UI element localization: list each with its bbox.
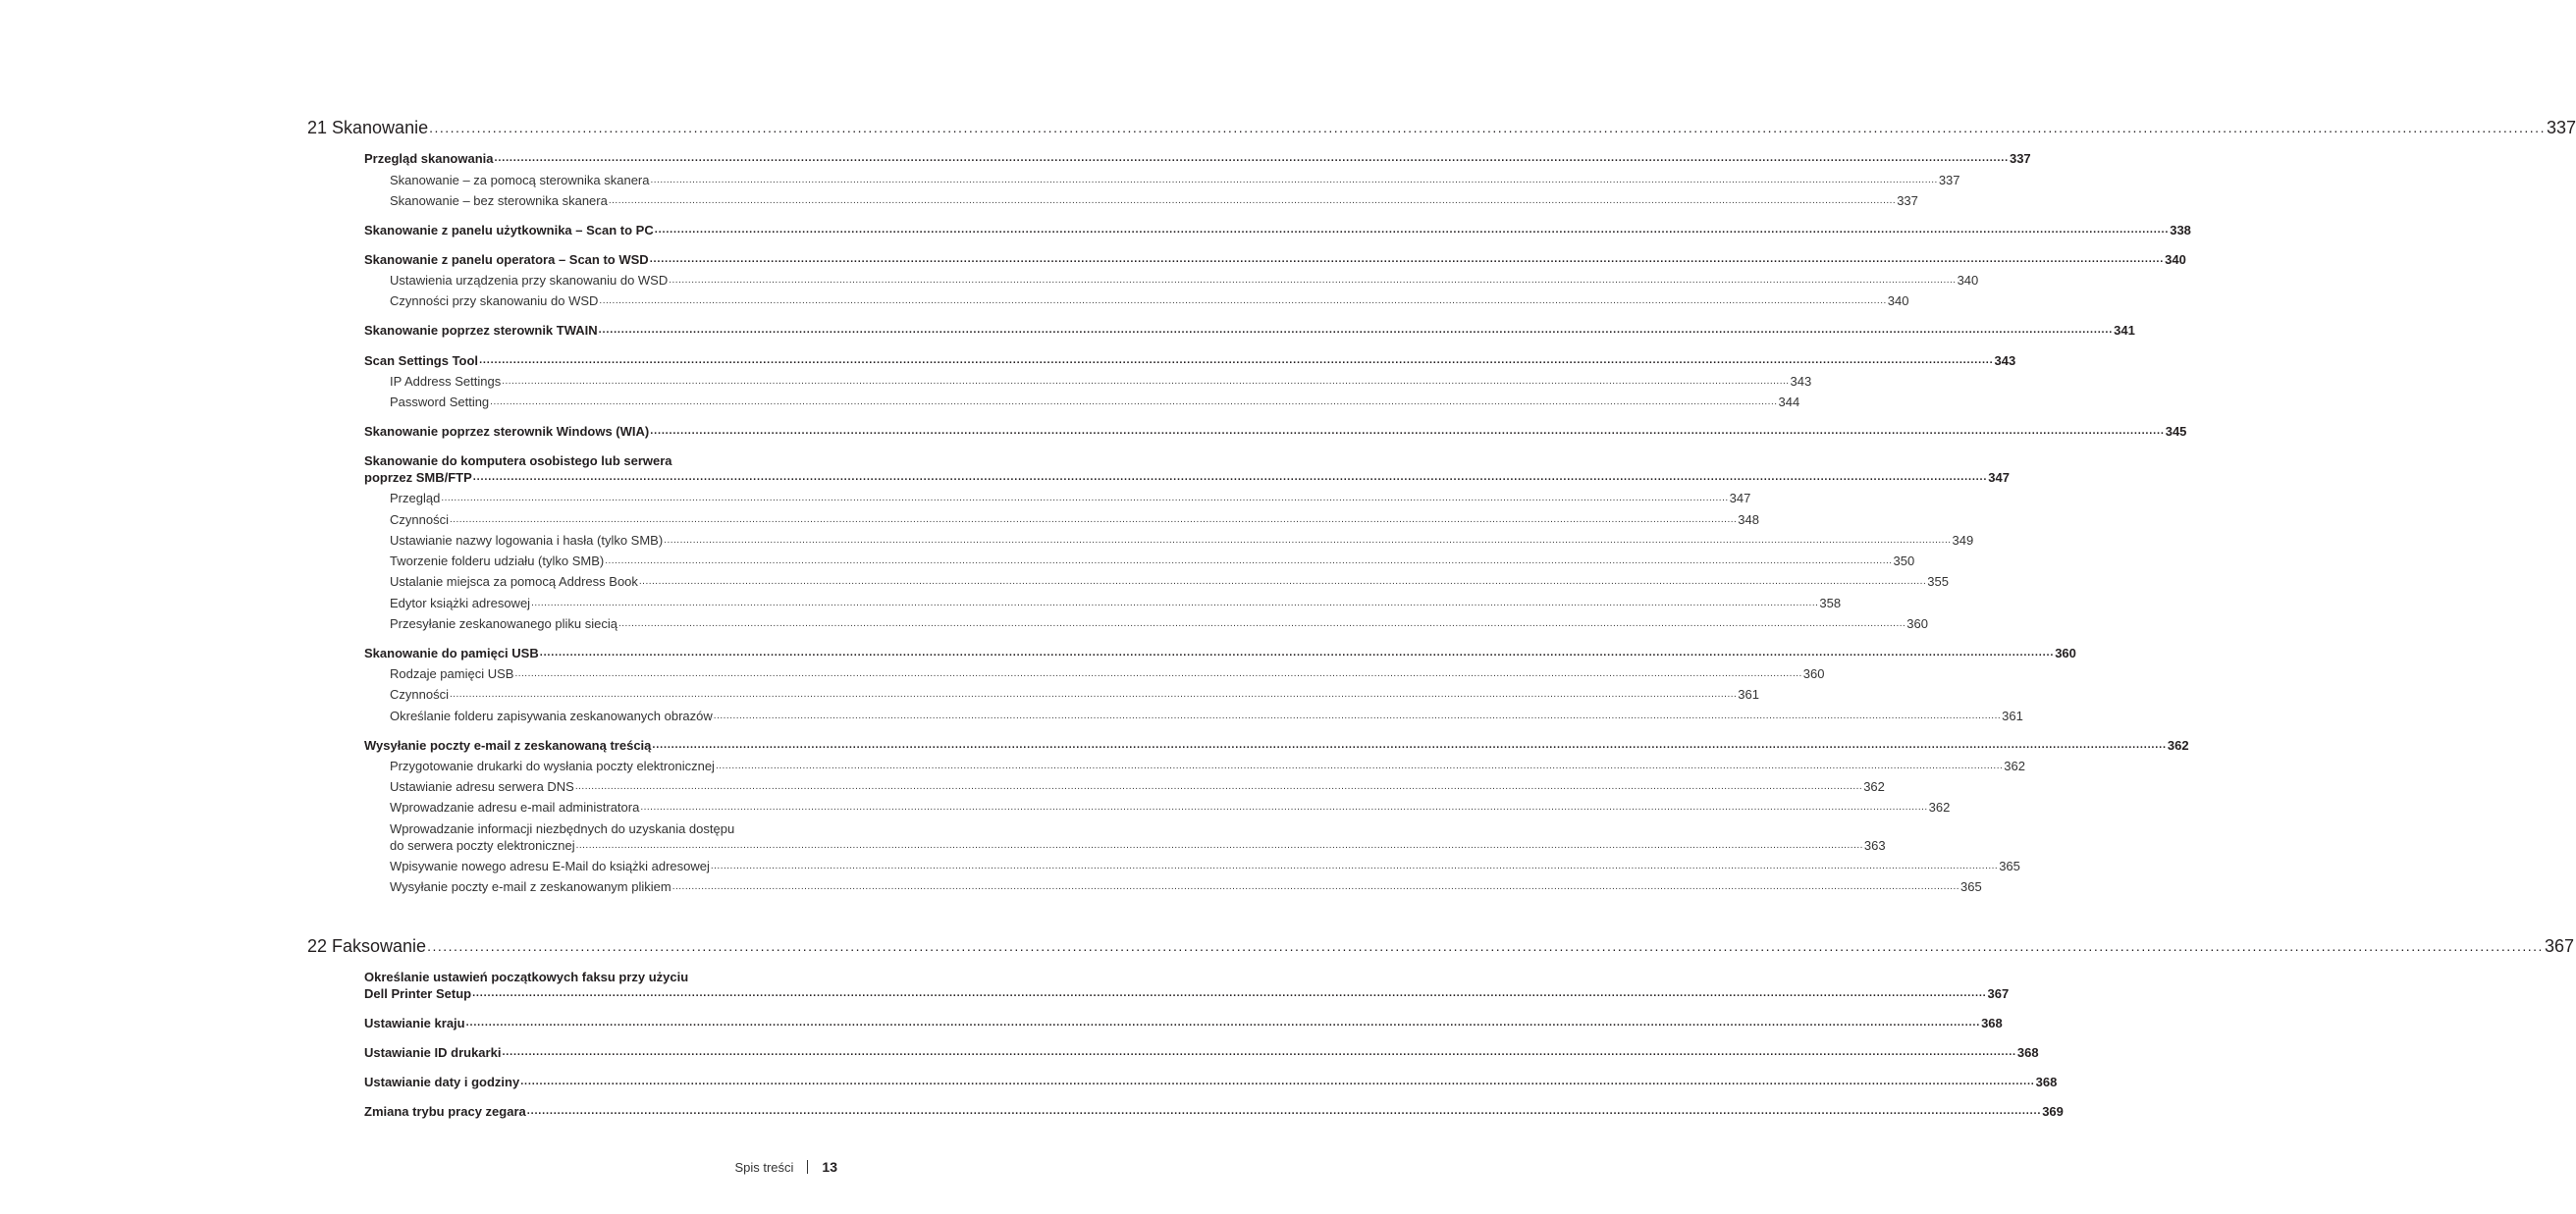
subsection-entry-title: Wpisywanie nowego adresu E-Mail do książki adresowej	[390, 859, 710, 873]
section-entry-page-number: 338	[2170, 223, 2191, 238]
section-entry-page-number: 337	[2009, 151, 2031, 166]
section-entry-title: Ustawianie kraju	[364, 1016, 465, 1030]
section-entry-leader-dots: ................................................................................................................................................................................................................................................................................................................................................................................................................	[598, 324, 2114, 336]
section-entry-title: Przegląd skanowania	[364, 151, 494, 166]
footer-divider	[807, 1160, 808, 1174]
section-entry-page-number: 343	[1994, 353, 2016, 368]
subsection-entry-page-number: 361	[1738, 687, 1759, 702]
subsection-entry[interactable]	[390, 878, 1982, 895]
subsection-entry[interactable]	[390, 778, 1885, 795]
subsection-entry-page-number: 362	[1928, 800, 1951, 815]
subsection-entry-leader-dots: ................................................................................................................................................................................................................................................................................................................................................................................................................	[640, 802, 1928, 813]
section-entry-page-number: 368	[2035, 1075, 2058, 1089]
section-entry-leader-dots: ................................................................................................................................................................................................................................................................................................................................................................................................................	[472, 987, 1987, 999]
subsection-entry-title: Skanowanie – bez sterownika skanera	[390, 193, 608, 208]
subsection-entry-title: Przygotowanie drukarki do wysłania poczty elektronicznej	[390, 759, 715, 773]
subsection-entry-leader-dots: ................................................................................................................................................................................................................................................................................................................................................................................................................	[608, 195, 1897, 206]
subsection-entry[interactable]	[390, 799, 1951, 816]
subsection-entry-leader-dots: ................................................................................................................................................................................................................................................................................................................................................................................................................	[502, 376, 1790, 387]
subsection-entry-page-number: 365	[1960, 879, 1982, 894]
section-entry[interactable]	[364, 969, 2010, 1002]
subsection-entry[interactable]	[390, 532, 1974, 549]
subsection-entry-page-number: 343	[1790, 374, 1812, 389]
subsection-entry-title: Czynności przy skanowaniu do WSD	[390, 293, 599, 308]
chapter-heading-title: 21 Skanowanie	[307, 118, 429, 137]
section-entry-title: Zmiana trybu pracy zegara	[364, 1104, 526, 1119]
section-entry[interactable]	[364, 352, 2016, 369]
subsection-entry[interactable]	[390, 708, 2023, 724]
subsection-entry-title: Przegląd	[390, 491, 441, 505]
section-entry-leader-dots: ................................................................................................................................................................................................................................................................................................................................................................................................................	[526, 1105, 2042, 1117]
section-entry[interactable]	[364, 1044, 2039, 1061]
subsection-entry-leader-dots: ................................................................................................................................................................................................................................................................................................................................................................................................................	[664, 535, 1952, 546]
subsection-entry-title: Ustawienia urządzenia przy skanowaniu do WSD	[390, 273, 669, 288]
section-entry-page-number: 367	[1987, 986, 2010, 1001]
subsection-entry[interactable]	[390, 758, 2025, 774]
subsection-entry-title: Określanie folderu zapisywania zeskanowanych obrazów	[390, 709, 713, 723]
section-entry-page-number: 360	[2055, 646, 2076, 660]
subsection-entry-page-number: 347	[1729, 491, 1751, 505]
subsection-entry-title: Password Setting	[390, 395, 490, 409]
section-entry-leader-dots: ................................................................................................................................................................................................................................................................................................................................................................................................................	[654, 224, 2170, 236]
subsection-entry-title: Wysyłanie poczty e-mail z zeskanowanym plikiem	[390, 879, 671, 894]
subsection-entry-leader-dots: ................................................................................................................................................................................................................................................................................................................................................................................................................	[599, 295, 1887, 306]
section-entry-title: Ustawianie ID drukarki	[364, 1045, 502, 1060]
section-entry-title: poprzez SMB/FTP	[364, 470, 472, 485]
subsection-entry-page-number: 360	[1906, 616, 1928, 631]
subsection-entry[interactable]	[390, 394, 1800, 410]
section-entry[interactable]	[364, 322, 2135, 339]
subsection-entry-title: Edytor książki adresowej	[390, 596, 531, 610]
subsection-entry-title: Ustalanie miejsca za pomocą Address Book	[390, 574, 638, 589]
subsection-entry-leader-dots: ................................................................................................................................................................................................................................................................................................................................................................................................................	[449, 689, 1738, 700]
section-entry-title: Scan Settings Tool	[364, 353, 479, 368]
section-entry-title: Skanowanie do komputera osobistego lub serwera	[364, 453, 672, 468]
subsection-entry-page-number: 350	[1893, 554, 1915, 568]
section-entry[interactable]	[364, 150, 2031, 167]
section-entry-title: Skanowanie do pamięci USB	[364, 646, 539, 660]
section-entry[interactable]	[364, 452, 2010, 486]
subsection-entry-leader-dots: ................................................................................................................................................................................................................................................................................................................................................................................................................	[650, 175, 1938, 185]
section-entry-title: Skanowanie poprzez sterownik Windows (WIA)	[364, 424, 650, 439]
subsection-entry-title: Ustawianie nazwy logowania i hasła (tylko SMB)	[390, 533, 664, 548]
subsection-entry-leader-dots: ................................................................................................................................................................................................................................................................................................................................................................................................................	[575, 840, 1863, 851]
section-entry[interactable]	[364, 645, 2076, 661]
subsection-entry-title: Czynności	[390, 512, 449, 527]
section-entry-page-number: 368	[1981, 1016, 2003, 1030]
subsection-entry-page-number: 362	[1863, 779, 1885, 794]
subsection-entry-leader-dots: ................................................................................................................................................................................................................................................................................................................................................................................................................	[669, 275, 1957, 286]
subsection-entry-title: IP Address Settings	[390, 374, 502, 389]
footer-label: Spis treści	[734, 1159, 794, 1175]
subsection-entry-title: Przesyłanie zeskanowanego pliku siecią	[390, 616, 617, 631]
section-entry-leader-dots: ................................................................................................................................................................................................................................................................................................................................................................................................................	[650, 425, 2165, 437]
subsection-entry[interactable]	[390, 192, 1918, 209]
section-entry[interactable]	[364, 423, 2187, 440]
section-entry-page-number: 347	[1988, 470, 2010, 485]
subsection-entry-title: Skanowanie – za pomocą sterownika skanera	[390, 173, 650, 187]
subsection-entry-leader-dots: ................................................................................................................................................................................................................................................................................................................................................................................................................	[514, 668, 1802, 679]
section-entry-page-number: 340	[2165, 252, 2186, 267]
subsection-entry[interactable]	[390, 292, 1909, 309]
chapter-heading-title: 22 Faksowanie	[307, 936, 427, 956]
subsection-entry-leader-dots: ................................................................................................................................................................................................................................................................................................................................................................................................................	[449, 514, 1738, 525]
subsection-entry[interactable]	[390, 172, 1960, 188]
subsection-entry-page-number: 365	[1999, 859, 2020, 873]
section-entry-title: Dell Printer Setup	[364, 986, 472, 1001]
chapter-heading-leader-dots: ................................................................................................................................................................................................................................................................................................................................................................................................................	[429, 120, 2546, 135]
subsection-entry-leader-dots: ................................................................................................................................................................................................................................................................................................................................................................................................................	[713, 711, 2002, 721]
section-entry-title: Ustawianie daty i godziny	[364, 1075, 520, 1089]
section-entry-title: Wysyłanie poczty e-mail z zeskanowaną treścią	[364, 738, 652, 753]
section-entry-page-number: 362	[2167, 738, 2189, 753]
section-entry-page-number: 368	[2016, 1045, 2039, 1060]
section-entry[interactable]	[364, 1103, 2064, 1120]
page-number: 13	[822, 1159, 837, 1175]
section-entry[interactable]	[364, 1015, 2003, 1031]
subsection-entry-page-number: 340	[1957, 273, 1979, 288]
subsection-entry-leader-dots: ................................................................................................................................................................................................................................................................................................................................................................................................................	[715, 761, 2004, 771]
subsection-entry[interactable]	[390, 820, 1886, 854]
subsection-entry-page-number: 348	[1738, 512, 1759, 527]
subsection-entry-title: Tworzenie folderu udziału (tylko SMB)	[390, 554, 605, 568]
subsection-entry-page-number: 344	[1778, 395, 1800, 409]
chapter-heading-leader-dots: ................................................................................................................................................................................................................................................................................................................................................................................................................	[427, 938, 2544, 954]
section-entry[interactable]	[364, 222, 2191, 238]
section-entry-leader-dots: ................................................................................................................................................................................................................................................................................................................................................................................................................	[502, 1046, 2016, 1058]
subsection-entry[interactable]	[390, 665, 1825, 682]
subsection-entry-page-number: 361	[2002, 709, 2023, 723]
subsection-entry-page-number: 358	[1819, 596, 1842, 610]
section-entry[interactable]	[364, 251, 2186, 268]
subsection-entry[interactable]	[390, 595, 1842, 611]
subsection-entry[interactable]	[390, 858, 2020, 874]
subsection-entry-leader-dots: ................................................................................................................................................................................................................................................................................................................................................................................................................	[574, 781, 1863, 792]
subsection-entry[interactable]	[390, 573, 1949, 590]
subsection-entry-page-number: 349	[1952, 533, 1974, 548]
section-entry-leader-dots: ................................................................................................................................................................................................................................................................................................................................................................................................................	[494, 152, 2009, 164]
subsection-entry-title: Ustawianie adresu serwera DNS	[390, 779, 574, 794]
subsection-entry-leader-dots: ................................................................................................................................................................................................................................................................................................................................................................................................................	[638, 576, 1927, 587]
section-entry-title: Skanowanie poprzez sterownik TWAIN	[364, 323, 598, 338]
section-entry-leader-dots: ................................................................................................................................................................................................................................................................................................................................................................................................................	[479, 354, 1994, 366]
subsection-entry-page-number: 337	[1897, 193, 1918, 208]
subsection-entry-leader-dots: ................................................................................................................................................................................................................................................................................................................................................................................................................	[671, 881, 1960, 892]
section-entry-page-number: 341	[2114, 323, 2135, 338]
section-entry-leader-dots: ................................................................................................................................................................................................................................................................................................................................................................................................................	[649, 253, 2165, 265]
subsection-entry[interactable]	[390, 490, 1751, 506]
subsection-entry-page-number: 340	[1887, 293, 1909, 308]
subsection-entry-page-number: 337	[1938, 173, 1960, 187]
subsection-entry-title: Wprowadzanie adresu e-mail administratora	[390, 800, 640, 815]
subsection-entry[interactable]	[390, 553, 1915, 569]
section-entry-page-number: 369	[2042, 1104, 2064, 1119]
chapter-heading-page-number: 337	[2546, 118, 2576, 137]
section-entry[interactable]	[364, 737, 2189, 754]
section-entry-title: Skanowanie z panelu operatora – Scan to WSD	[364, 252, 649, 267]
subsection-entry-leader-dots: ................................................................................................................................................................................................................................................................................................................................................................................................................	[490, 396, 1778, 407]
subsection-entry[interactable]	[390, 272, 1979, 289]
section-entry-leader-dots: ................................................................................................................................................................................................................................................................................................................................................................................................................	[465, 1017, 1981, 1029]
subsection-entry-title: Wprowadzanie informacji niezbędnych do uzyskania dostępu	[390, 821, 735, 836]
subsection-entry[interactable]	[390, 686, 1759, 703]
subsection-entry-title: Rodzaje pamięci USB	[390, 666, 514, 681]
section-entry-leader-dots: ................................................................................................................................................................................................................................................................................................................................................................................................................	[472, 471, 1988, 483]
subsection-entry-page-number: 355	[1927, 574, 1949, 589]
subsection-entry[interactable]	[390, 373, 1812, 390]
subsection-entry[interactable]	[390, 615, 1928, 632]
subsection-entry-page-number: 360	[1802, 666, 1825, 681]
section-entry-title: Określanie ustawień początkowych faksu przy użyciu	[364, 970, 689, 984]
section-entry-leader-dots: ................................................................................................................................................................................................................................................................................................................................................................................................................	[520, 1076, 2035, 1087]
subsection-entry-leader-dots: ................................................................................................................................................................................................................................................................................................................................................................................................................	[710, 861, 1999, 871]
subsection-entry-title: do serwera poczty elektronicznej	[390, 838, 575, 853]
chapter-heading-page-number: 367	[2544, 936, 2574, 956]
section-entry[interactable]	[364, 1074, 2058, 1090]
section-entry-title: Skanowanie z panelu użytkownika – Scan to PC	[364, 223, 654, 238]
subsection-entry-page-number: 362	[2004, 759, 2025, 773]
chapter-heading[interactable]	[307, 935, 2574, 957]
subsection-entry-leader-dots: ................................................................................................................................................................................................................................................................................................................................................................................................................	[441, 493, 1729, 503]
subsection-entry-leader-dots: ................................................................................................................................................................................................................................................................................................................................................................................................................	[605, 555, 1893, 566]
section-entry-leader-dots: ................................................................................................................................................................................................................................................................................................................................................................................................................	[652, 739, 2167, 751]
page-footer	[687, 1157, 837, 1177]
section-entry-page-number: 345	[2165, 424, 2187, 439]
chapter-heading[interactable]	[307, 117, 2576, 138]
subsection-entry-leader-dots: ................................................................................................................................................................................................................................................................................................................................................................................................................	[617, 618, 1906, 629]
subsection-entry[interactable]	[390, 511, 1759, 528]
subsection-entry-page-number: 363	[1863, 838, 1886, 853]
subsection-entry-title: Czynności	[390, 687, 449, 702]
section-entry-leader-dots: ................................................................................................................................................................................................................................................................................................................................................................................................................	[539, 647, 2055, 659]
subsection-entry-leader-dots: ................................................................................................................................................................................................................................................................................................................................................................................................................	[531, 598, 1819, 608]
